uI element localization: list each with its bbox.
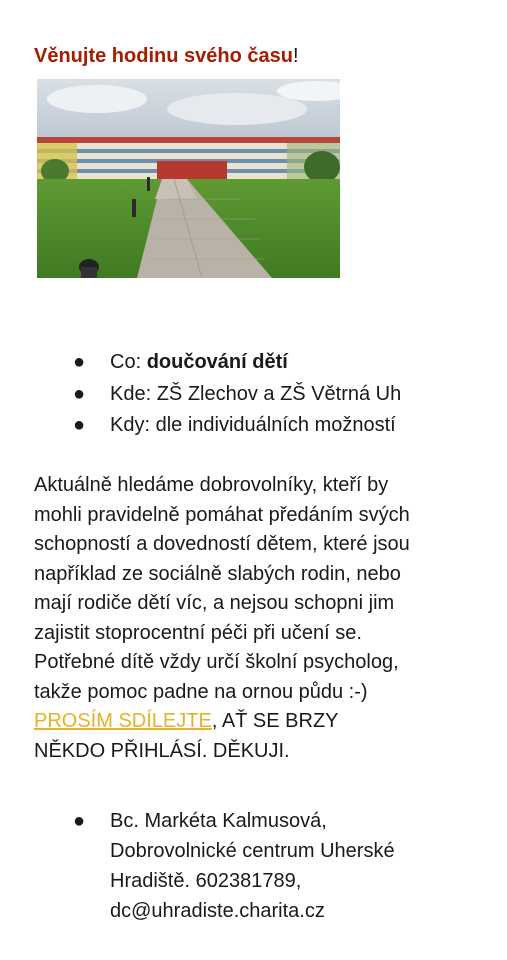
title-exclamation: !	[292, 45, 299, 67]
body-line: Potřebné dítě vždy určí školní psycholog,	[34, 651, 399, 673]
body-line: schopností a dovedností dětem, které jsou	[34, 533, 410, 555]
body-line: mohli pravidelně pomáhat předáním svých	[34, 503, 410, 526]
list-item-text	[110, 379, 401, 409]
contact-details	[110, 806, 395, 926]
body-line: takže pomoc padne na ornou půdu :-)	[34, 680, 368, 703]
share-line	[34, 707, 494, 737]
list-item-label: Kdy:	[110, 414, 156, 436]
share-link[interactable]: PROSÍM SDÍLEJTE	[34, 710, 212, 732]
contact-organization: Dobrovolnické centrum Uherské	[110, 840, 395, 862]
bullet-icon: ●	[73, 351, 86, 373]
bullet-icon: ●	[73, 810, 86, 832]
list-item-value: doučování dětí	[146, 351, 288, 373]
contact-name: Bc. Markéta Kalmusová,	[110, 810, 327, 832]
body-line: mají rodiče dětí víc, a nejsou schopni jim	[34, 592, 395, 614]
list-item-text	[110, 410, 396, 440]
list-item-value: dle individuálních možností	[155, 414, 396, 436]
closing-line: NĚKDO PŘIHLÁSÍ. DĚKUJI.	[34, 739, 290, 762]
school-building-photo-icon	[37, 79, 340, 278]
school-photo	[37, 79, 340, 278]
body-line: například ze sociálně slabých rodin, nebo	[34, 562, 401, 585]
list-item-label: Kde:	[110, 383, 157, 405]
page-title	[34, 45, 299, 68]
list-item-label: Co:	[110, 351, 147, 373]
title-text: Věnujte hodinu svého času	[34, 45, 293, 67]
bullet-icon: ●	[73, 414, 86, 436]
body-paragraph	[34, 471, 494, 766]
body-line: Aktuálně hledáme dobrovolníky, kteří by	[34, 474, 389, 496]
contact-email: dc@uhradiste.charita.cz	[110, 900, 325, 922]
share-line-rest: , AŤ SE BRZY	[211, 710, 339, 732]
contact-phone: Hradiště. 602381789,	[110, 870, 302, 892]
list-item-text	[110, 347, 288, 377]
body-line: zajistit stoprocentní péči při učení se.	[34, 621, 362, 644]
list-item-value: ZŠ Zlechov a ZŠ Větrná Uh	[156, 383, 402, 405]
bullet-icon: ●	[73, 383, 86, 405]
